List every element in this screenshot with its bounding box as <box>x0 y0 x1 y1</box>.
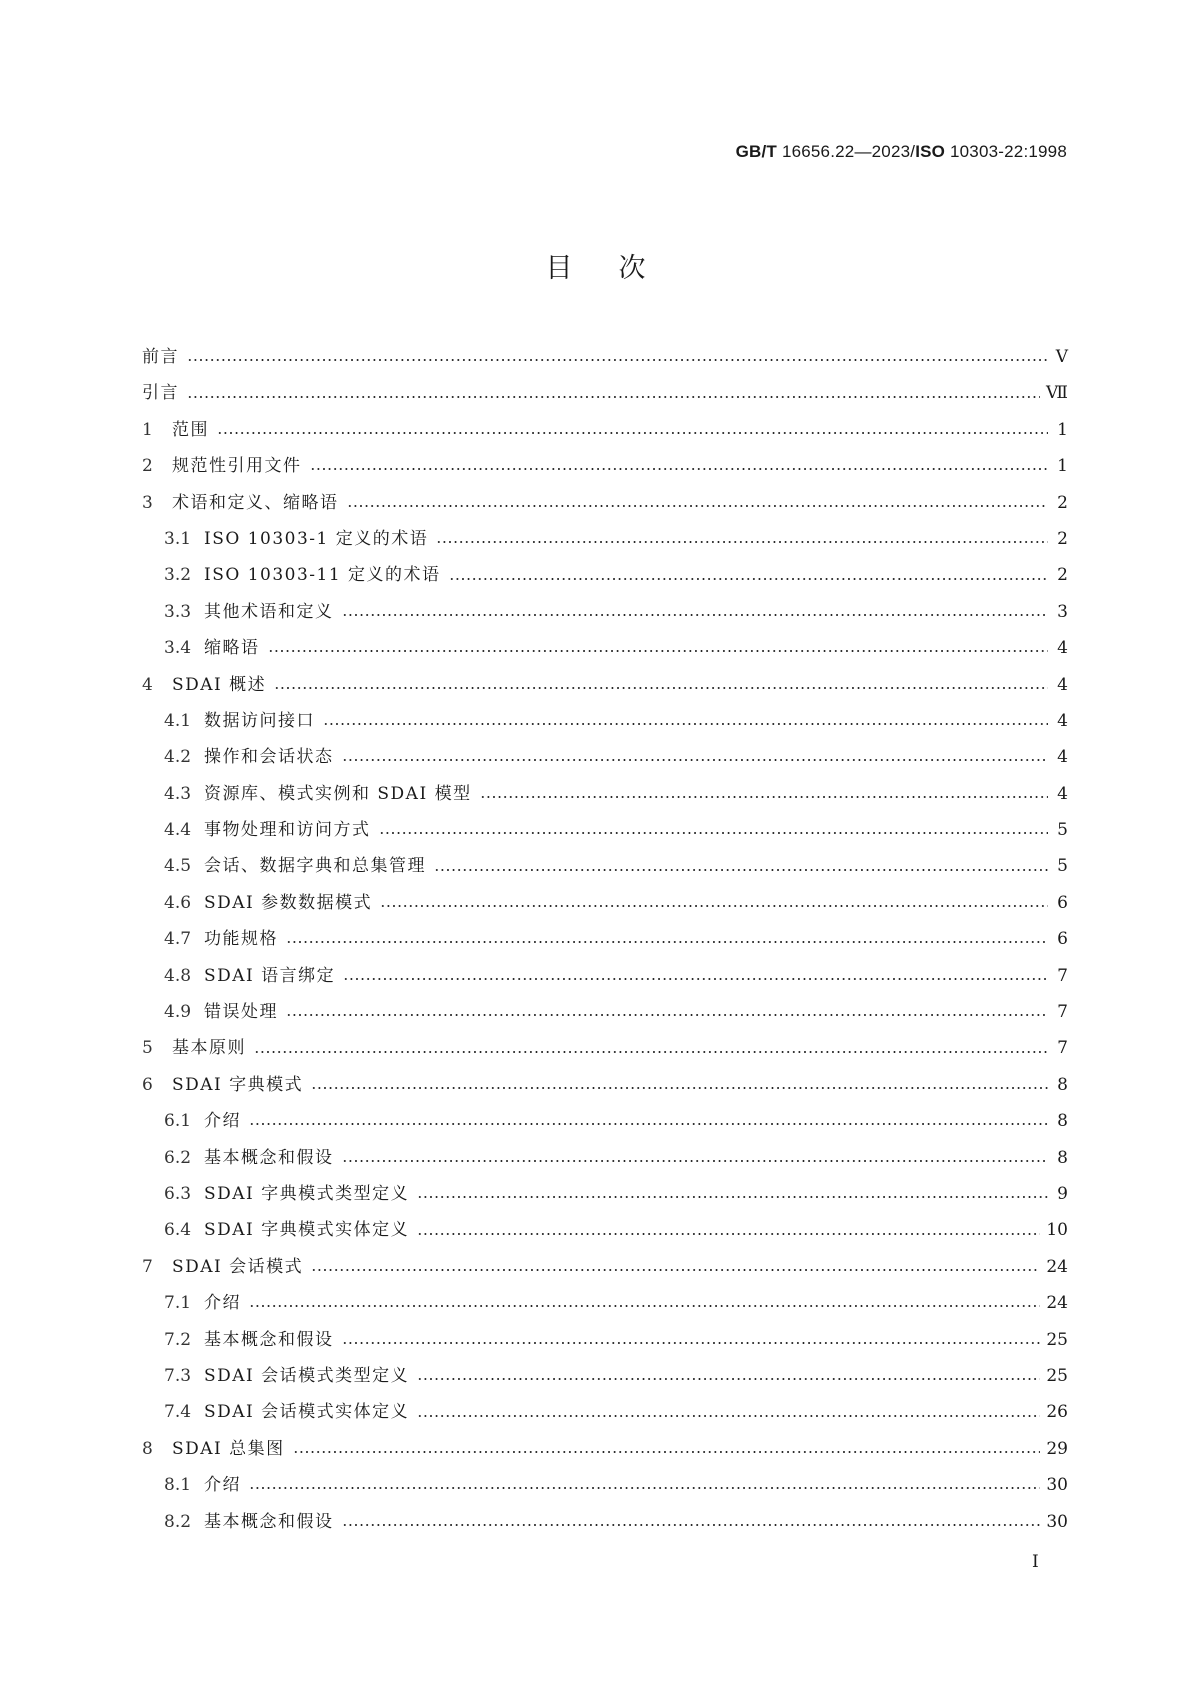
toc-entry[interactable] <box>142 375 1068 411</box>
toc-entry-number: 6.2 <box>164 1147 192 1168</box>
toc-entry[interactable] <box>142 594 1068 630</box>
std-code: GB/T <box>735 142 778 161</box>
toc-entry[interactable] <box>142 958 1068 994</box>
toc-leader-dots <box>342 614 1049 616</box>
toc-entry[interactable] <box>142 630 1068 666</box>
toc-leader-dots <box>343 978 1048 980</box>
toc-entry-page: 4 <box>1057 710 1068 731</box>
toc-leader-dots <box>323 723 1048 725</box>
toc-entry-page: 8 <box>1057 1147 1068 1168</box>
toc-entry-title: SDAI 字典模式类型定义 <box>204 1183 410 1204</box>
page-title: 目次 <box>545 253 692 284</box>
toc-entry-number: 4.7 <box>164 929 192 950</box>
toc-entry-title: 其他术语和定义 <box>204 601 334 622</box>
toc-entry-page: Ⅶ <box>1046 383 1068 404</box>
toc-entry-page: 7 <box>1057 1002 1068 1023</box>
toc-entry[interactable] <box>142 557 1068 593</box>
toc-entry-page: 30 <box>1046 1475 1068 1496</box>
toc-entry-number: 4.5 <box>164 856 192 877</box>
toc-entry-title: 资源库、模式实例和 SDAI 模型 <box>204 783 472 804</box>
toc-entry-title: 事物处理和访问方式 <box>204 820 371 841</box>
toc-leader-dots <box>286 941 1048 943</box>
toc-entry-page: 4 <box>1057 638 1068 659</box>
page-number: Ⅰ <box>1032 1552 1039 1572</box>
toc-entry-page: 3 <box>1057 601 1068 622</box>
toc-entry-page: 30 <box>1046 1511 1068 1532</box>
toc-entry-number: 3.3 <box>164 601 192 622</box>
toc-entry-title: 基本概念和假设 <box>204 1511 334 1532</box>
toc-leader-dots <box>249 1123 1048 1125</box>
toc-entry-page: 4 <box>1057 783 1068 804</box>
toc-leader-dots <box>342 759 1049 761</box>
toc-entry-number: 4.9 <box>164 1002 192 1023</box>
toc-entry-title: 基本原则 <box>172 1038 246 1059</box>
toc-entry-page: 2 <box>1057 528 1068 549</box>
toc-entry-page: 24 <box>1046 1256 1068 1277</box>
toc-leader-dots <box>311 1087 1048 1089</box>
toc-entry-title: SDAI 字典模式 <box>172 1074 304 1095</box>
toc-entry-number: 3 <box>142 492 153 513</box>
toc-entry[interactable] <box>142 1358 1068 1394</box>
toc-entry-title: 介绍 <box>204 1475 241 1496</box>
toc-entry-title: 介绍 <box>204 1111 241 1132</box>
toc-entry-number: 4.1 <box>164 710 192 731</box>
toc-leader-dots <box>480 796 1048 798</box>
toc-entry[interactable] <box>142 1394 1068 1430</box>
toc-leader-dots <box>187 359 1048 361</box>
iso-number: 10303-22:1998 <box>945 142 1067 161</box>
toc-entry-number: 7.1 <box>164 1293 192 1314</box>
toc-entry-page: 4 <box>1057 674 1068 695</box>
toc-entry-title: SDAI 会话模式类型定义 <box>204 1365 410 1386</box>
toc-entry-number: 4.4 <box>164 820 192 841</box>
toc-entry[interactable] <box>142 921 1068 957</box>
toc-entry-number: 4.3 <box>164 783 192 804</box>
toc-entry-page: 7 <box>1057 1038 1068 1059</box>
standard-number-header <box>736 142 1067 162</box>
toc-entry-title: 引言 <box>142 383 179 404</box>
toc-entry-number: 6 <box>142 1074 153 1095</box>
toc-entry-title: SDAI 总集图 <box>172 1438 285 1459</box>
toc-entry-title: 错误处理 <box>204 1002 278 1023</box>
toc-leader-dots <box>187 396 1040 398</box>
toc-leader-dots <box>342 1524 1041 1526</box>
toc-entry[interactable] <box>142 1030 1068 1066</box>
toc-entry-number: 8.2 <box>164 1511 192 1532</box>
toc-entry[interactable] <box>142 1504 1068 1540</box>
iso-code: ISO <box>915 142 946 161</box>
toc-entry-number: 7.2 <box>164 1329 192 1350</box>
toc-entry[interactable] <box>142 1322 1068 1358</box>
toc-leader-dots <box>310 468 1049 470</box>
toc-entry-number: 3.2 <box>164 565 192 586</box>
toc-entry-page: 6 <box>1057 929 1068 950</box>
toc-entry-title: 前言 <box>142 347 179 367</box>
toc-entry-title: SDAI 语言绑定 <box>204 965 336 986</box>
toc-entry-title: 缩略语 <box>204 638 260 659</box>
toc-entry-title: ISO 10303-1 定义的术语 <box>204 528 429 549</box>
toc-entry[interactable] <box>142 994 1068 1030</box>
toc-entry[interactable] <box>142 812 1068 848</box>
toc-leader-dots <box>417 1196 1048 1198</box>
toc-leader-dots <box>436 541 1048 543</box>
toc-entry-page: 29 <box>1046 1438 1068 1459</box>
toc-entry[interactable] <box>142 1467 1068 1503</box>
toc-entry[interactable] <box>142 521 1068 557</box>
toc-entry-page: 24 <box>1046 1293 1068 1314</box>
toc-leader-dots <box>274 687 1048 689</box>
toc-entry-number: 4 <box>142 674 153 695</box>
toc-entry[interactable] <box>142 667 1068 703</box>
toc-entry-number: 4.6 <box>164 892 192 913</box>
toc-entry-number: 7 <box>142 1256 153 1277</box>
toc-entry-page: 1 <box>1057 456 1068 477</box>
toc-entry-page: 4 <box>1057 747 1068 768</box>
toc-entry-number: 8.1 <box>164 1475 192 1496</box>
toc-entry-number: 8 <box>142 1438 153 1459</box>
toc-entry-title: SDAI 字典模式实体定义 <box>204 1220 410 1241</box>
toc-entry[interactable] <box>142 703 1068 739</box>
toc-entry-page: 2 <box>1057 492 1068 513</box>
toc-entry-page: 7 <box>1057 965 1068 986</box>
toc-entry-number: 5 <box>142 1038 153 1059</box>
toc-leader-dots <box>342 1160 1049 1162</box>
toc-entry-number: 6.4 <box>164 1220 192 1241</box>
toc-entry-number: 4.8 <box>164 965 192 986</box>
toc-entry-title: SDAI 概述 <box>172 674 267 695</box>
toc-entry-number: 3.4 <box>164 638 192 659</box>
toc-leader-dots <box>249 1487 1040 1489</box>
toc-entry-page: 10 <box>1046 1220 1068 1241</box>
toc-entry-number: 6.1 <box>164 1111 192 1132</box>
toc-entry[interactable] <box>142 885 1068 921</box>
toc-entry[interactable] <box>142 485 1068 521</box>
toc-entry[interactable] <box>142 1431 1068 1467</box>
toc-leader-dots <box>417 1233 1040 1235</box>
toc-entry-page: 8 <box>1057 1111 1068 1132</box>
toc-entry-number: 4.2 <box>164 747 192 768</box>
toc-leader-dots <box>293 1451 1041 1453</box>
toc-leader-dots <box>417 1378 1040 1380</box>
toc-leader-dots <box>434 869 1048 871</box>
toc-entry[interactable] <box>142 1140 1068 1176</box>
toc-entry-title: 会话、数据字典和总集管理 <box>204 856 426 877</box>
std-number: 16656.22—2023/ <box>777 142 916 161</box>
toc-entry-number: 7.4 <box>164 1402 192 1423</box>
toc-entry[interactable] <box>142 776 1068 812</box>
toc-entry[interactable] <box>142 1249 1068 1285</box>
toc-entry-title: SDAI 会话模式实体定义 <box>204 1402 410 1423</box>
toc-entry[interactable] <box>142 739 1068 775</box>
toc-entry-title: 介绍 <box>204 1293 241 1314</box>
toc-entry-page: 25 <box>1046 1329 1068 1350</box>
toc-entry-title: 基本概念和假设 <box>204 1147 334 1168</box>
toc-entry[interactable] <box>142 1067 1068 1103</box>
toc-leader-dots <box>417 1415 1040 1417</box>
toc-entry-page: 6 <box>1057 892 1068 913</box>
toc-entry-title: 数据访问接口 <box>204 710 315 731</box>
toc-entry[interactable] <box>142 448 1068 484</box>
toc-entry-title: 规范性引用文件 <box>172 456 302 477</box>
toc-entry[interactable] <box>142 1103 1068 1139</box>
toc-leader-dots <box>449 578 1048 580</box>
toc-leader-dots <box>217 432 1048 434</box>
toc-entry-title: SDAI 会话模式 <box>172 1256 304 1277</box>
toc-entry-title: 范围 <box>172 419 209 440</box>
toc-entry[interactable] <box>142 848 1068 884</box>
toc-entry[interactable] <box>142 1176 1068 1212</box>
toc-entry[interactable] <box>142 412 1068 448</box>
toc-leader-dots <box>268 650 1049 652</box>
toc-leader-dots <box>311 1269 1040 1271</box>
toc-entry[interactable] <box>142 1285 1068 1321</box>
toc-entry-page: 8 <box>1057 1074 1068 1095</box>
toc-entry-page: 5 <box>1057 820 1068 841</box>
toc-entry-page: 5 <box>1057 856 1068 877</box>
toc-entry-title: SDAI 参数数据模式 <box>204 892 373 913</box>
toc-entry-page: 26 <box>1046 1402 1068 1423</box>
toc-leader-dots <box>347 505 1049 507</box>
toc-leader-dots <box>380 905 1048 907</box>
toc-entry-number: 1 <box>142 419 153 440</box>
toc-entry-page: 9 <box>1057 1183 1068 1204</box>
toc-entry-title: 基本概念和假设 <box>204 1329 334 1350</box>
toc-entry[interactable] <box>142 339 1068 375</box>
toc-entry-page: 25 <box>1046 1365 1068 1386</box>
toc-leader-dots <box>286 1014 1048 1016</box>
toc-entry-title: 操作和会话状态 <box>204 747 334 768</box>
toc-leader-dots <box>379 832 1049 834</box>
toc-entry-page: Ⅴ <box>1055 347 1068 367</box>
toc-entry-number: 2 <box>142 456 153 477</box>
toc-leader-dots <box>254 1051 1048 1053</box>
toc-entry-page: 2 <box>1057 565 1068 586</box>
toc-entry-number: 6.3 <box>164 1183 192 1204</box>
toc-leader-dots <box>249 1305 1040 1307</box>
toc-entry-number: 3.1 <box>164 528 192 549</box>
toc-entry-title: ISO 10303-11 定义的术语 <box>204 565 441 586</box>
toc-entry[interactable] <box>142 1212 1068 1248</box>
toc-entry-title: 功能规格 <box>204 929 278 950</box>
toc-entry-title: 术语和定义、缩略语 <box>172 492 339 513</box>
toc-leader-dots <box>342 1342 1041 1344</box>
table-of-contents <box>142 339 1068 1540</box>
toc-entry-page: 1 <box>1057 419 1068 440</box>
toc-entry-number: 7.3 <box>164 1365 192 1386</box>
